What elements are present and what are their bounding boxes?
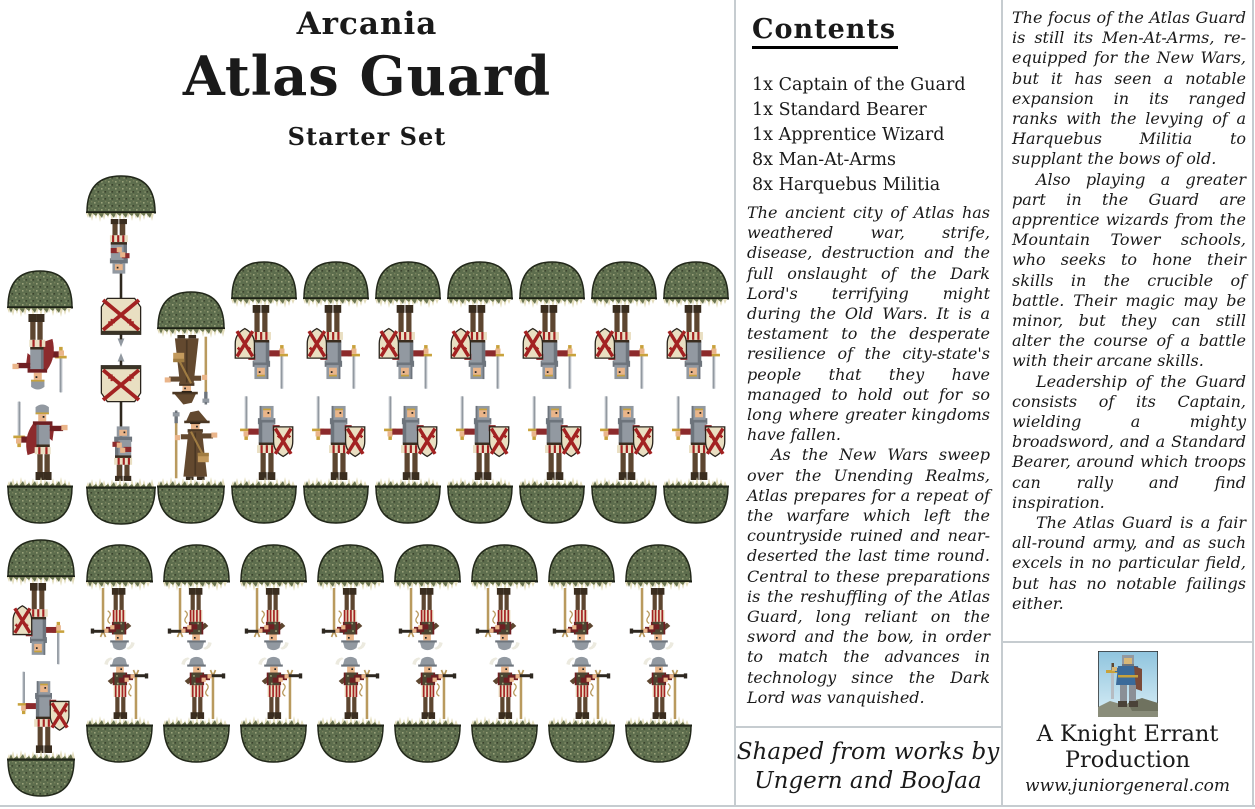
production-credit (1002, 722, 1253, 774)
production-credit-line2: Production (1064, 746, 1191, 773)
mini-harquebus (394, 541, 461, 766)
contents-item: 8x Harquebus Militia (752, 175, 941, 196)
mini-man-at-arms (375, 258, 441, 527)
shaped-credit-line1: Shaped from works by (736, 738, 1000, 765)
mini-harquebus (86, 541, 153, 766)
mini-harquebus (625, 541, 692, 766)
edition-subtitle: Starter Set (287, 122, 447, 151)
contents-item: 1x Apprentice Wizard (752, 125, 945, 146)
mini-man-at-arms (231, 258, 297, 527)
shaped-credit-line2: Ungern and BooJaa (754, 767, 982, 794)
production-credit-line1: A Knight Errant (1036, 721, 1219, 747)
page-title: Atlas Guard (182, 44, 552, 108)
mini-harquebus (548, 541, 615, 766)
mini-standard (86, 172, 156, 528)
mini-harquebus (240, 541, 307, 766)
mini-man-at-arms (447, 258, 513, 527)
mini-man-at-arms (7, 536, 75, 800)
lore-paragraph: Also playing a greater part in the Guard are apprentice wizards from the Mountain Tower schools, who seeks to hone their skills in the crucible of battle. Their magic may be minor, but they can still alter the course of a battle with their arcane skills. (1012, 169, 1246, 371)
lore-paragraph: Leadership of the Guard consists of its Captain, wielding a mighty broadsword, and a Standard Bearer, around which troops can rally and find inspiration. (1012, 371, 1246, 512)
divider-left-column (734, 0, 736, 806)
mini-captain (7, 267, 73, 527)
shaped-credit-box (735, 727, 1001, 806)
mini-man-at-arms (663, 258, 729, 527)
lore-column-left (747, 203, 990, 708)
mini-harquebus (163, 541, 230, 766)
mini-wizard (157, 288, 225, 527)
contents-item: 1x Standard Bearer (752, 100, 927, 121)
website-url: www.juniorgeneral.com (1025, 775, 1230, 796)
series-title: Arcania (296, 6, 438, 42)
mini-man-at-arms (519, 258, 585, 527)
mini-harquebus (317, 541, 384, 766)
lore-paragraph: The focus of the Atlas Guard is still its Men-At-Arms, re-equipped for the New Wars, but it has seen a notable expansion in its ranged ranks with the levying of a Harquebus Militia to supplant the bows of old. (1012, 8, 1246, 169)
production-box (1002, 642, 1253, 806)
lore-column-right (1012, 8, 1246, 614)
mini-man-at-arms (303, 258, 369, 527)
contents-item: 1x Captain of the Guard (752, 75, 966, 95)
contents-list (752, 73, 990, 198)
contents-item: 8x Man-At-Arms (752, 150, 896, 171)
mini-harquebus (471, 541, 538, 766)
mini-man-at-arms (591, 258, 657, 527)
lore-paragraph: The Atlas Guard is a fair all-round army, and as such excels in no particular field, but has no notable failings either. (1012, 513, 1246, 613)
contents-heading: Contents (752, 14, 898, 49)
knight-errant-logo-icon (1098, 651, 1158, 717)
lore-paragraph: The ancient city of Atlas has weathered war, strife, disease, destruction and the full onslaught of the Dark Lord's terrifying might during the Old Wars. It is a testament to the desperate resilience of the city-state's people that they have managed to hold out for so long where greater kingdoms have fallen. (747, 203, 990, 445)
lore-paragraph: As the New Wars sweep over the Unending Realms, Atlas prepares for a repeat of the warfare which left the countryside ruined and near-deserted the last time round. Central to these preparations is the reshuffling of the Atlas Guard, long reliant on the sword and the bow, in order to match the advances in technology since the Dark Lord was vanquished. (747, 445, 990, 707)
contents-box (752, 14, 990, 198)
